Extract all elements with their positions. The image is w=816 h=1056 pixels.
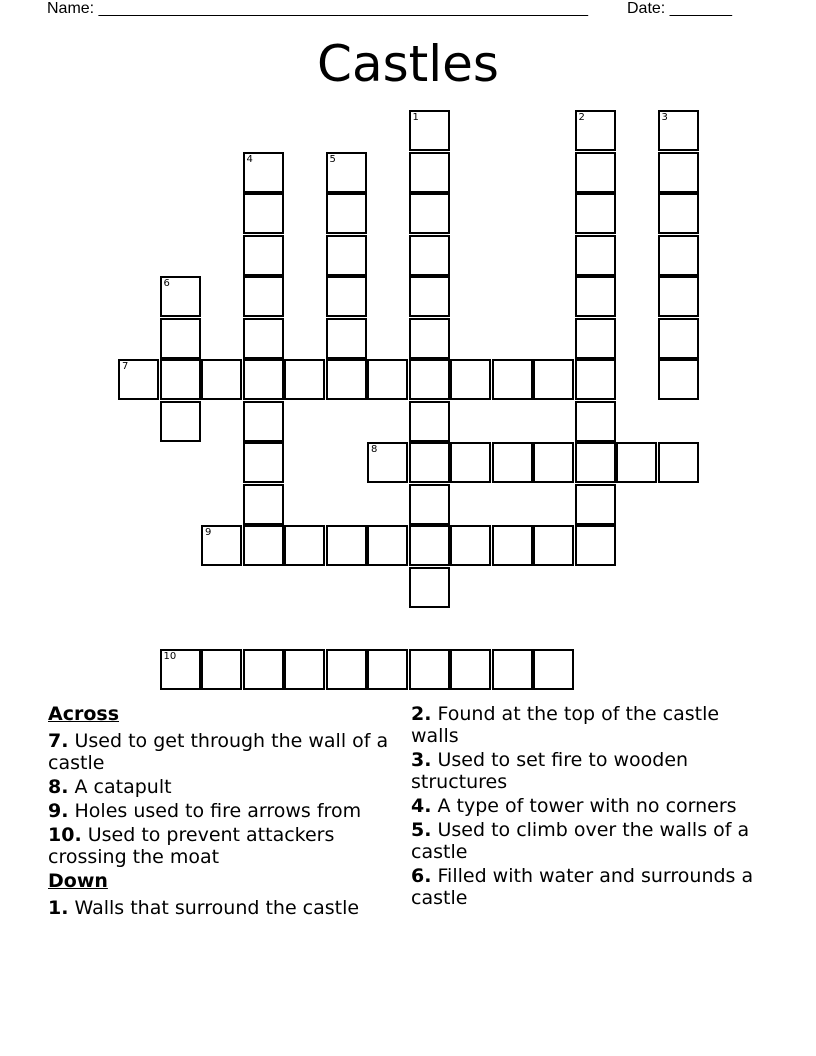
- grid-cell[interactable]: [658, 318, 699, 359]
- clue-down-1: [48, 897, 393, 919]
- across-heading: Across: [48, 703, 120, 725]
- grid-cell[interactable]: [658, 152, 699, 193]
- clue-across-9: [48, 800, 393, 822]
- grid-cell[interactable]: [201, 649, 242, 690]
- grid-cell[interactable]: [450, 442, 491, 483]
- grid-cell[interactable]: [575, 401, 616, 442]
- clue-number: 4.: [411, 795, 432, 817]
- grid-cell[interactable]: [326, 649, 367, 690]
- grid-cell[interactable]: [243, 401, 284, 442]
- grid-cell[interactable]: [450, 359, 491, 400]
- grid-cell[interactable]: [616, 442, 657, 483]
- grid-cell[interactable]: [201, 525, 242, 566]
- clue-down-6: [411, 865, 761, 909]
- cell-number: 2: [578, 112, 585, 123]
- clues-column-right: [411, 703, 761, 911]
- cell-number: 10: [163, 651, 177, 662]
- grid-cell[interactable]: [409, 359, 450, 400]
- grid-cell[interactable]: [575, 484, 616, 525]
- grid-cell[interactable]: [575, 152, 616, 193]
- grid-cell[interactable]: [409, 276, 450, 317]
- grid-cell[interactable]: [160, 318, 201, 359]
- grid-cell[interactable]: [409, 442, 450, 483]
- grid-cell[interactable]: [409, 318, 450, 359]
- grid-cell[interactable]: [118, 359, 159, 400]
- cell-number: 7: [122, 361, 129, 372]
- name-line: Name: _______________________________________________________: [47, 0, 588, 17]
- grid-cell[interactable]: [326, 276, 367, 317]
- clue-text: Used to get through the wall of a castle: [48, 730, 389, 774]
- grid-cell[interactable]: [575, 193, 616, 234]
- clue-text: Found at the top of the castle walls: [411, 703, 720, 747]
- grid-cell[interactable]: [575, 525, 616, 566]
- grid-cell[interactable]: [575, 442, 616, 483]
- grid-cell[interactable]: [326, 318, 367, 359]
- clue-text: Used to prevent attackers crossing the moat: [48, 824, 335, 868]
- clue-text: Holes used to fire arrows from: [74, 800, 362, 822]
- grid-cell[interactable]: [243, 276, 284, 317]
- clue-number: 7.: [48, 730, 69, 752]
- grid-cell[interactable]: [409, 567, 450, 608]
- grid-cell[interactable]: [243, 484, 284, 525]
- clue-number: 10.: [48, 824, 82, 846]
- clue-number: 1.: [48, 897, 69, 919]
- clue-text: Filled with water and surrounds a castle: [411, 865, 754, 909]
- cell-number: 4: [246, 153, 253, 165]
- grid-cell[interactable]: [326, 193, 367, 234]
- grid-cell[interactable]: [492, 649, 533, 690]
- grid-cell[interactable]: [243, 359, 284, 400]
- down-heading: Down: [48, 870, 108, 892]
- grid-cell[interactable]: [409, 525, 450, 566]
- grid-cell[interactable]: [284, 525, 325, 566]
- grid-cell[interactable]: [326, 152, 367, 193]
- grid-cell[interactable]: [409, 649, 450, 690]
- grid-cell[interactable]: [160, 401, 201, 442]
- grid-cell[interactable]: [409, 193, 450, 234]
- grid-cell[interactable]: [658, 110, 699, 151]
- cell-number: 9: [205, 527, 212, 538]
- grid-cell[interactable]: [409, 152, 450, 193]
- grid-cell[interactable]: [533, 649, 574, 690]
- grid-cell[interactable]: [243, 649, 284, 690]
- clue-text: Used to climb over the walls of a castle: [411, 819, 750, 863]
- grid-cell[interactable]: [243, 193, 284, 234]
- grid-cell[interactable]: [326, 235, 367, 276]
- grid-cell[interactable]: [367, 442, 408, 483]
- grid-cell[interactable]: [243, 318, 284, 359]
- grid-cell[interactable]: [575, 110, 616, 151]
- cell-number: 3: [661, 112, 668, 123]
- grid-cell[interactable]: [575, 276, 616, 317]
- grid-cell[interactable]: [409, 235, 450, 276]
- grid-cell[interactable]: [284, 649, 325, 690]
- clue-text: A catapult: [74, 776, 172, 798]
- grid-cell[interactable]: [492, 359, 533, 400]
- clue-across-8: [48, 776, 393, 798]
- cell-number: 6: [163, 278, 170, 289]
- grid-cell[interactable]: [658, 276, 699, 317]
- clue-number: 6.: [411, 865, 432, 887]
- grid-cell[interactable]: [367, 525, 408, 566]
- grid-cell[interactable]: [492, 442, 533, 483]
- clue-number: 9.: [48, 800, 69, 822]
- grid-cell[interactable]: [533, 359, 574, 400]
- grid-cell[interactable]: [575, 359, 616, 400]
- grid-cell[interactable]: [160, 276, 201, 317]
- clue-across-7: [48, 730, 393, 774]
- grid-cell[interactable]: [492, 525, 533, 566]
- cell-number: 8: [371, 444, 378, 455]
- grid-cell[interactable]: [160, 649, 201, 690]
- clue-number: 3.: [411, 749, 432, 771]
- grid-cell[interactable]: [326, 359, 367, 400]
- clue-across-10: [48, 824, 393, 868]
- clue-down-4: [411, 795, 761, 817]
- grid-cell[interactable]: [658, 442, 699, 483]
- grid-cell[interactable]: [658, 193, 699, 234]
- clue-text: A type of tower with no corners: [437, 795, 737, 817]
- clue-number: 2.: [411, 703, 432, 725]
- date-line: Date: _______: [627, 0, 732, 17]
- clues-column-left: [48, 703, 393, 921]
- clue-down-3: [411, 749, 761, 793]
- grid-cell[interactable]: [533, 525, 574, 566]
- grid-cell[interactable]: [367, 359, 408, 400]
- clue-down-2: [411, 703, 761, 747]
- grid-cell[interactable]: [243, 525, 284, 566]
- grid-cell[interactable]: [658, 359, 699, 400]
- grid-cell[interactable]: [450, 649, 491, 690]
- grid-cell[interactable]: [367, 649, 408, 690]
- clue-down-5: [411, 819, 761, 863]
- clue-number: 8.: [48, 776, 69, 798]
- clue-text: Walls that surround the castle: [74, 897, 360, 919]
- grid-cell[interactable]: [284, 359, 325, 400]
- cell-number: 1: [412, 112, 419, 123]
- grid-cell[interactable]: [533, 442, 574, 483]
- grid-cell[interactable]: [409, 110, 450, 151]
- grid-cell[interactable]: [243, 152, 284, 193]
- grid-cell[interactable]: [201, 359, 242, 400]
- grid-cell[interactable]: [326, 525, 367, 566]
- clue-text: Used to set fire to wooden structures: [411, 749, 689, 793]
- clue-number: 5.: [411, 819, 432, 841]
- grid-cell[interactable]: [409, 484, 450, 525]
- grid-cell[interactable]: [243, 442, 284, 483]
- grid-cell[interactable]: [658, 235, 699, 276]
- grid-cell[interactable]: [575, 235, 616, 276]
- grid-cell[interactable]: [160, 359, 201, 400]
- grid-cell[interactable]: [243, 235, 284, 276]
- grid-cell[interactable]: [450, 525, 491, 566]
- grid-cell[interactable]: [575, 318, 616, 359]
- cell-number: 5: [329, 153, 336, 165]
- grid-cell[interactable]: [409, 401, 450, 442]
- puzzle-title: Castles: [317, 35, 499, 93]
